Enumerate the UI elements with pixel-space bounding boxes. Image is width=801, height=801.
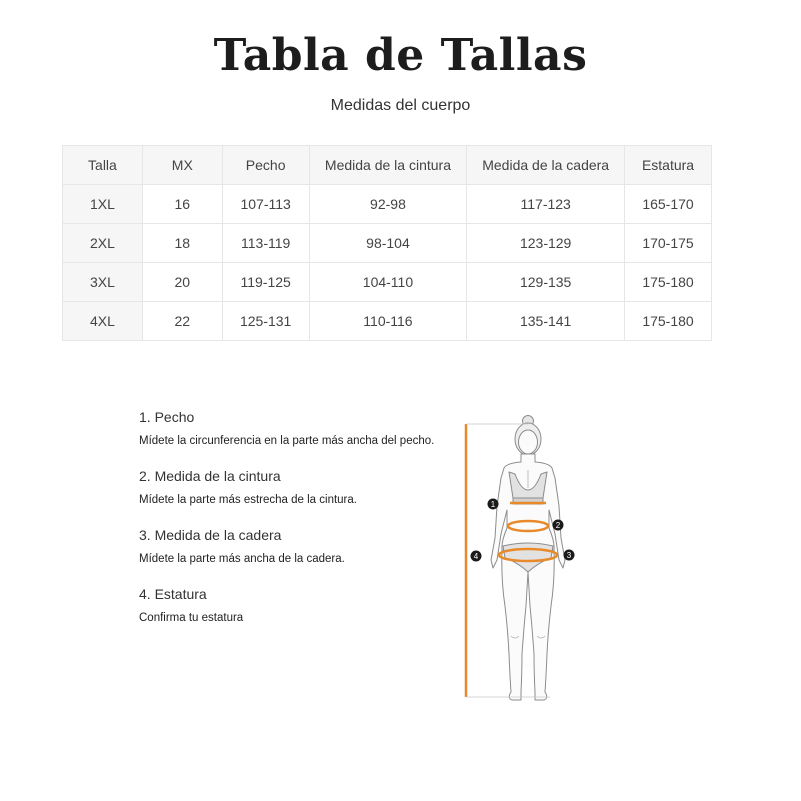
table-cell: 98-104 <box>309 224 467 263</box>
table-cell: 22 <box>142 302 222 341</box>
table-cell: 107-113 <box>222 185 309 224</box>
table-cell: 110-116 <box>309 302 467 341</box>
measurement-title: 4. Estatura <box>139 586 207 602</box>
measurement-title: 3. Medida de la cadera <box>139 527 282 543</box>
table-cell: 3XL <box>63 263 143 302</box>
table-cell: 104-110 <box>309 263 467 302</box>
table-cell: 175-180 <box>625 302 712 341</box>
column-header-waist: Medida de la cintura <box>309 146 467 185</box>
table-cell: 175-180 <box>625 263 712 302</box>
table-cell: 117-123 <box>467 185 625 224</box>
table-cell: 125-131 <box>222 302 309 341</box>
table-row <box>63 302 712 341</box>
measurement-chest <box>139 409 469 468</box>
table-cell: 16 <box>142 185 222 224</box>
table-header-row <box>63 146 712 185</box>
table-cell: 18 <box>142 224 222 263</box>
svg-text:3: 3 <box>566 551 572 560</box>
column-header-mx: MX <box>142 146 222 185</box>
table-cell: 123-129 <box>467 224 625 263</box>
table-cell: 129-135 <box>467 263 625 302</box>
table-row <box>63 224 712 263</box>
table-cell: 135-141 <box>467 302 625 341</box>
table-cell: 113-119 <box>222 224 309 263</box>
measurement-description: Confirma tu estatura <box>139 612 244 624</box>
marker-2-icon <box>553 520 564 531</box>
measurement-description: Mídete la circunferencia en la parte más ancha del pecho. <box>139 435 435 447</box>
measurement-instructions <box>139 409 469 645</box>
table-row <box>63 263 712 302</box>
marker-1-icon <box>488 499 499 510</box>
table-cell: 170-175 <box>625 224 712 263</box>
column-header-height: Estatura <box>625 146 712 185</box>
measurement-title: 1. Pecho <box>139 409 195 425</box>
measurement-title: 2. Medida de la cintura <box>139 468 281 484</box>
column-header-chest: Pecho <box>222 146 309 185</box>
column-header-size: Talla <box>63 146 143 185</box>
measurement-hip <box>139 527 469 586</box>
table-cell: 165-170 <box>625 185 712 224</box>
table-cell: 2XL <box>63 224 143 263</box>
table-cell: 119-125 <box>222 263 309 302</box>
table-cell: 1XL <box>63 185 143 224</box>
table-cell: 20 <box>142 263 222 302</box>
size-chart-table <box>62 145 712 341</box>
table-cell: 4XL <box>63 302 143 341</box>
table-row <box>63 185 712 224</box>
svg-text:4: 4 <box>473 552 479 561</box>
body-measurement-figure-icon <box>455 410 585 705</box>
svg-text:2: 2 <box>555 521 561 530</box>
column-header-hip: Medida de la cadera <box>467 146 625 185</box>
page-subtitle: Medidas del cuerpo <box>330 97 471 114</box>
marker-4-icon <box>471 551 482 562</box>
measurement-description: Mídete la parte más ancha de la cadera. <box>139 553 345 565</box>
page-title: Tabla de Tallas <box>213 30 588 81</box>
svg-text:1: 1 <box>490 500 496 509</box>
measurement-height <box>139 586 469 645</box>
table-cell: 92-98 <box>309 185 467 224</box>
measurement-waist <box>139 468 469 527</box>
measurement-description: Mídete la parte más estrecha de la cintura. <box>139 494 357 506</box>
marker-3-icon <box>564 550 575 561</box>
